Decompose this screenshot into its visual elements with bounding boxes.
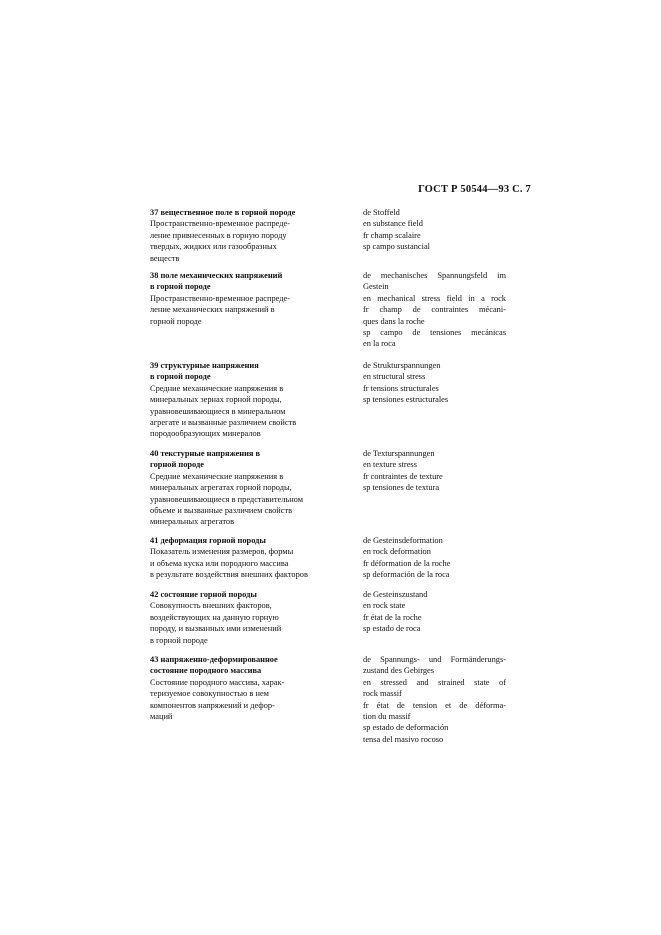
term-russian <box>150 360 355 440</box>
term-foreign-equivalents <box>363 448 506 494</box>
term-foreign-line: en substance field <box>363 219 423 229</box>
term-foreign-line: de mechanisches Spannungsfeld im <box>363 271 506 280</box>
term-russian <box>150 535 355 581</box>
term-title: 41 деформация горной породы <box>150 536 266 545</box>
term-foreign-line: sp campo de tensiones mecánicas <box>363 328 506 338</box>
term-definition-line: минеральных агрегатов <box>150 517 235 527</box>
term-foreign-line: de Texturspannungen <box>363 449 435 458</box>
term-foreign-equivalents <box>363 535 506 581</box>
term-foreign-equivalents <box>363 654 506 745</box>
term-foreign-line: sp estado de deformación <box>363 723 449 733</box>
term-title: 39 структурные напряжения <box>150 361 259 370</box>
term-definition-line: горной породе <box>150 316 202 326</box>
term-title: 40 текстурные напряжения в <box>150 449 261 458</box>
term-foreign-line: fr champ de contraintes mécani- <box>363 305 506 315</box>
term-foreign-line: de Strukturspannungen <box>363 361 441 370</box>
term-title: 38 поле механических напряжений <box>150 271 283 280</box>
term-foreign-line: fr tensions structurales <box>363 383 439 393</box>
term-definition-line: Средние механические напряжения в <box>150 383 284 393</box>
term-foreign-line: en stressed and strained state of <box>363 677 506 687</box>
term-title: 42 состояние горной породы <box>150 590 257 599</box>
term-foreign-line: en la roca <box>363 339 396 349</box>
term-foreign-line: Gestein <box>363 282 389 292</box>
term-definition-line: агрегате и вызванные различием свойств <box>150 418 297 428</box>
term-definition-line: воздействующих на данную горную <box>150 612 279 622</box>
term-definition-line: ление механических напряжений в <box>150 305 275 315</box>
term-foreign-equivalents <box>363 589 506 635</box>
term-foreign-equivalents <box>363 360 506 406</box>
term-foreign-line: en rock state <box>363 601 406 611</box>
term-foreign-line: de Gesteinszustand <box>363 590 428 599</box>
term-foreign-line: sp campo sustancial <box>363 242 430 252</box>
term-definition-line: в результате воздействия внешних факторов <box>150 570 308 580</box>
term-title: 37 вещественное поле в горной породе <box>150 208 296 217</box>
term-title: состояние породного массива <box>150 666 262 676</box>
term-foreign-line: de Spannungs- und Formänderungs- <box>363 655 506 664</box>
term-title: в горной породе <box>150 372 211 382</box>
term-foreign-line: sp estado de roca <box>363 624 421 634</box>
term-title: в горной породе <box>150 282 211 292</box>
term-definition-line: ление привнесенных в горную породу <box>150 230 287 240</box>
term-definition-line: Совокупность внешних факторов, <box>150 601 272 611</box>
term-definition-line: Пространственно-временное распреде- <box>150 293 291 303</box>
term-foreign-line: fr déformation de la roche <box>363 558 451 568</box>
term-foreign-line: fr champ scalaire <box>363 230 421 240</box>
term-definition-line: минеральных агрегатах горной породы, <box>150 483 292 493</box>
term-foreign-line: sp deformación de la roca <box>363 570 450 580</box>
term-definition-line: маций <box>150 712 173 722</box>
term-title: горной породе <box>150 460 204 470</box>
term-foreign-line: sp tensiones estructurales <box>363 395 449 405</box>
term-definition-line: Показатель изменения размеров, формы <box>150 547 294 557</box>
term-definition-line: теризуемое совокупностью в нем <box>150 689 269 699</box>
term-definition-line: твердых, жидких или газообразных <box>150 242 277 252</box>
term-definition-line: Пространственно-временное распреде- <box>150 219 291 229</box>
term-foreign-line: rock massif <box>363 689 402 699</box>
term-foreign-line: zustand des Gebirges <box>363 666 435 676</box>
term-foreign-line: sp tensiones de textura <box>363 483 440 493</box>
term-foreign-line: fr contraintes de texture <box>363 471 443 481</box>
term-foreign-line: en structural stress <box>363 372 426 382</box>
term-foreign-line: en rock deformation <box>363 547 431 557</box>
term-russian <box>150 654 355 722</box>
term-definition-line: уравновешивающиеся в представительном <box>150 494 304 504</box>
term-definition-line: минеральных зернах горной породы, <box>150 395 282 405</box>
term-definition-line: и объема куска или породного массива <box>150 558 289 568</box>
term-foreign-line: tensa del masivo rocoso <box>363 734 444 744</box>
term-foreign-line: fr état de la roche <box>363 612 422 622</box>
term-definition-line: породу, и вызванных ими изменений <box>150 624 282 634</box>
term-foreign-line: de Gesteinsdeformation <box>363 536 443 545</box>
term-definition-line: Средние механические напряжения в <box>150 471 284 481</box>
term-foreign-equivalents <box>363 207 506 253</box>
term-foreign-line: de Stoffeld <box>363 208 400 217</box>
term-foreign-equivalents <box>363 270 506 350</box>
term-foreign-line: ques dans la roche <box>363 316 425 326</box>
term-definition-line: в горной породе <box>150 635 208 645</box>
term-definition-line: веществ <box>150 253 180 263</box>
term-russian <box>150 589 355 646</box>
term-russian <box>150 207 355 264</box>
term-definition-line: компонентов напряжений и дефор- <box>150 700 275 710</box>
term-foreign-line: tion du massif <box>363 712 411 722</box>
term-foreign-line: en mechanical stress field in a rock <box>363 293 506 303</box>
term-title: 43 напряженно-деформированное <box>150 655 278 664</box>
term-definition-line: уравновешивающиеся в минеральном <box>150 406 286 416</box>
term-foreign-line: fr état de tension et de déforma- <box>363 700 506 710</box>
page-header: ГОСТ Р 50544—93 С. 7 <box>418 184 531 195</box>
term-foreign-line: en texture stress <box>363 460 417 470</box>
term-definition-line: объеме и вызванные различием свойств <box>150 506 293 516</box>
term-definition-line: Состояние породного массива, харак- <box>150 677 285 687</box>
term-definition-line: породообразующих минералов <box>150 429 261 439</box>
term-russian <box>150 270 355 327</box>
term-russian <box>150 448 355 528</box>
